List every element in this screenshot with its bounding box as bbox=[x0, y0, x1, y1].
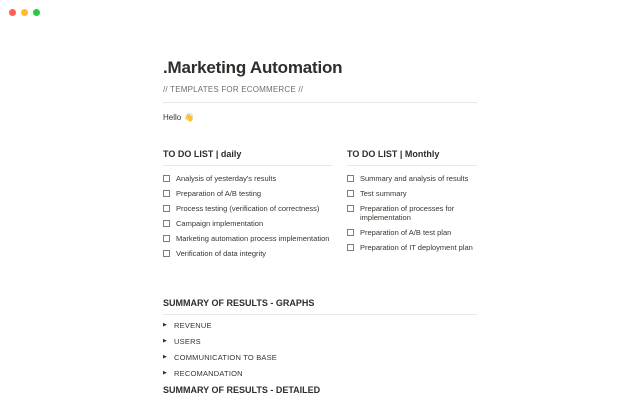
greeting-label: Hello bbox=[163, 113, 182, 122]
toggle-item-communication-to-base[interactable] bbox=[163, 353, 477, 362]
todo-monthly-heading: TO DO LIST | Monthly bbox=[347, 149, 477, 166]
todo-item-label: Verification of data integrity bbox=[176, 249, 267, 258]
checkbox[interactable] bbox=[163, 175, 170, 182]
toggle-arrow-icon[interactable]: ▶ bbox=[163, 338, 168, 344]
checkbox[interactable] bbox=[163, 190, 170, 197]
todo-item-label: Campaign implementation bbox=[176, 219, 264, 228]
todo-monthly-list bbox=[347, 174, 477, 252]
toggle-item-label: USERS bbox=[174, 337, 201, 346]
todo-item-label: Analysis of yesterday's results bbox=[176, 174, 277, 183]
wave-emoji-icon: 👋 bbox=[184, 112, 195, 122]
checkbox[interactable] bbox=[163, 250, 170, 257]
toggle-arrow-icon[interactable]: ▶ bbox=[163, 354, 168, 360]
summary-graphs-toggle-list bbox=[163, 321, 477, 378]
page-content bbox=[163, 0, 477, 395]
todo-item bbox=[347, 189, 477, 198]
todo-item bbox=[347, 243, 477, 252]
todo-daily-heading: TO DO LIST | daily bbox=[163, 149, 332, 166]
todo-item bbox=[163, 189, 332, 198]
todo-item bbox=[163, 234, 332, 243]
toggle-item-label: RECOMANDATION bbox=[174, 369, 243, 378]
todo-columns bbox=[163, 149, 477, 264]
checkbox[interactable] bbox=[347, 205, 354, 212]
checkbox[interactable] bbox=[163, 235, 170, 242]
page-title: .Marketing Automation bbox=[163, 58, 343, 77]
todo-daily-list bbox=[163, 174, 332, 258]
todo-item bbox=[163, 174, 332, 183]
toggle-item-revenue[interactable] bbox=[163, 321, 477, 330]
summary-detailed-heading: SUMMARY OF RESULTS - DETAILED bbox=[163, 385, 321, 395]
todo-item bbox=[347, 174, 477, 183]
todo-item bbox=[347, 228, 477, 237]
toggle-item-users[interactable] bbox=[163, 337, 477, 346]
zoom-window-button[interactable] bbox=[33, 9, 40, 16]
todo-item-label: Preparation of A/B test plan bbox=[360, 228, 452, 237]
toggle-arrow-icon[interactable]: ▶ bbox=[163, 322, 168, 328]
minimize-window-button[interactable] bbox=[21, 9, 28, 16]
checkbox[interactable] bbox=[347, 175, 354, 182]
summary-graphs-section bbox=[163, 298, 477, 378]
close-window-button[interactable] bbox=[9, 9, 16, 16]
todo-item bbox=[163, 204, 332, 213]
checkbox[interactable] bbox=[347, 229, 354, 236]
todo-item-label: Process testing (verification of correctness) bbox=[176, 204, 320, 213]
todo-item bbox=[347, 204, 477, 222]
todo-column-monthly bbox=[347, 149, 477, 264]
window-controls bbox=[9, 9, 40, 16]
checkbox[interactable] bbox=[163, 205, 170, 212]
todo-item-label: Test summary bbox=[360, 189, 407, 198]
todo-item bbox=[163, 219, 332, 228]
todo-item-label: Summary and analysis of results bbox=[360, 174, 469, 183]
checkbox[interactable] bbox=[163, 220, 170, 227]
checkbox[interactable] bbox=[347, 190, 354, 197]
toggle-arrow-icon[interactable]: ▶ bbox=[163, 370, 168, 376]
checkbox[interactable] bbox=[347, 244, 354, 251]
greeting-text bbox=[163, 113, 477, 122]
todo-item-label: Preparation of IT deployment plan bbox=[360, 243, 473, 252]
divider bbox=[163, 102, 477, 103]
toggle-item-label: COMMUNICATION TO BASE bbox=[174, 353, 278, 362]
todo-item-label: Preparation of processes for implementation bbox=[360, 204, 455, 222]
summary-graphs-heading: SUMMARY OF RESULTS - GRAPHS bbox=[163, 298, 477, 315]
todo-column-daily bbox=[163, 149, 332, 264]
todo-item bbox=[163, 249, 332, 258]
todo-item-label: Marketing automation process implementation bbox=[176, 234, 330, 243]
toggle-item-label: REVENUE bbox=[174, 321, 212, 330]
toggle-item-recomandation[interactable] bbox=[163, 369, 477, 378]
todo-item-label: Preparation of A/B testing bbox=[176, 189, 262, 198]
page-subtitle: // TEMPLATES FOR ECOMMERCE // bbox=[163, 85, 304, 94]
